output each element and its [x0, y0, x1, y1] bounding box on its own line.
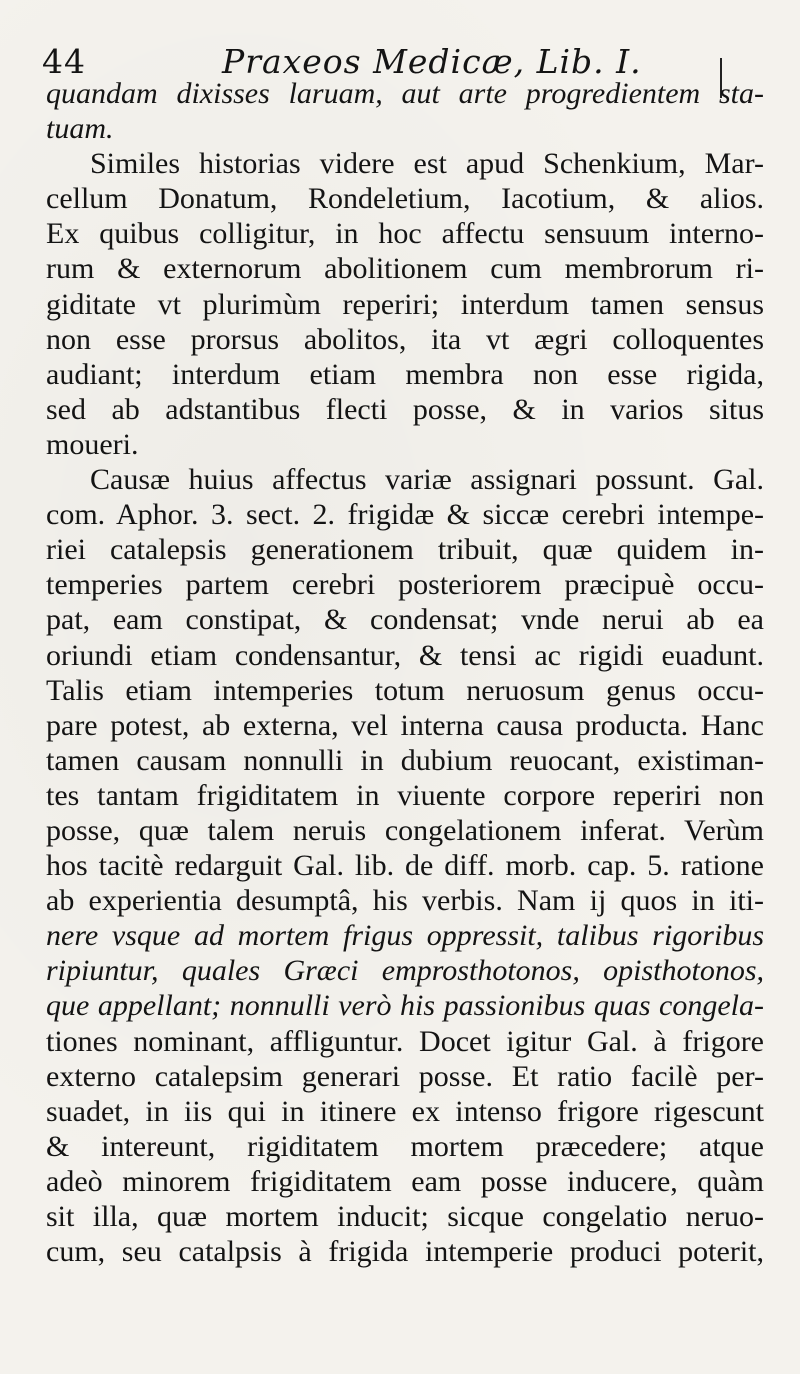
- text-line: pare potest, ab externa, vel interna causa producta. Hanc: [46, 708, 764, 742]
- text-line: tamen causam nonnulli in dubium reuocant, existiman-: [46, 743, 764, 777]
- text-line: nere vsque ad mortem frigus oppressit, talibus rigoribus: [46, 919, 764, 953]
- text-line: Talis etiam intemperies totum neruosum genus occu-: [46, 673, 764, 707]
- text-line: posse, quæ talem neruis congelationem inferat. Verùm: [46, 813, 764, 847]
- text-line: Similes historias videre est apud Schenkium, Mar-: [90, 147, 764, 181]
- text-line: oriundi etiam condensantur, & tensi ac rigidi euadunt.: [46, 638, 764, 672]
- text-line: tiones nominant, affliguntur. Docet igitur Gal. à frigore: [46, 1024, 764, 1058]
- text-line: cum, seu catalpsis à frigida intemperie produci poterit,: [46, 1235, 764, 1269]
- text-line: audiant; interdum etiam membra non esse rigida,: [46, 357, 764, 391]
- text-line: cellum Donatum, Rondeletium, Iacotium, & alios.: [46, 182, 764, 216]
- text-line: Causæ huius affectus variæ assignari possunt. Gal.: [90, 463, 764, 497]
- text-line: & intereunt, rigiditatem mortem præcedere; atque: [46, 1129, 764, 1163]
- text-line: com. Aphor. 3. sect. 2. frigidæ & siccæ cerebri intempe-: [46, 498, 764, 532]
- text-line: ripiuntur, quales Græci emprosthotonos, opisthotonos,: [46, 954, 764, 988]
- text-line: non esse prorsus abolitos, ita vt ægri colloquentes: [46, 322, 764, 356]
- running-title: Praxeos Medicæ, Lib. I.: [222, 42, 642, 81]
- text-line: pat, eam constipat, & condensat; vnde nerui ab ea: [46, 603, 764, 637]
- text-line: que appellant; nonnulli verò his passionibus quas congela-: [46, 989, 764, 1023]
- text-line: rum & externorum abolitionem cum membrorum ri-: [46, 252, 764, 286]
- text-line: sed ab adstantibus flecti posse, & in varios situs: [46, 392, 764, 426]
- text-line: adeò minorem frigiditatem eam posse inducere, quàm: [46, 1164, 764, 1198]
- text-line: quandam dixisses laruam, aut arte progredientem sta-: [46, 77, 764, 110]
- page-number: 44: [42, 42, 86, 81]
- text-line: externo catalepsim generari posse. Et ratio facilè per-: [46, 1059, 764, 1093]
- text-line: ab experientia desumptâ, his verbis. Nam ij quos in iti-: [46, 884, 764, 918]
- text-line: riei catalepsis generationem tribuit, quæ quidem in-: [46, 533, 764, 567]
- text-line: tuam.: [46, 112, 114, 146]
- text-line: hos tacitè redarguit Gal. lib. de diff. morb. cap. 5. ratione: [46, 849, 764, 883]
- text-line: tes tantam frigiditatem in viuente corpore reperiri non: [46, 778, 764, 812]
- text-line: moueri.: [46, 427, 139, 461]
- text-line: Ex quibus colligitur, in hoc affectu sensuum interno-: [46, 217, 764, 251]
- body-text: [46, 76, 764, 1269]
- text-line: giditate vt plurimùm reperiri; interdum tamen sensus: [46, 287, 764, 321]
- text-line: suadet, in iis qui in itinere ex intenso frigore rigescunt: [46, 1094, 764, 1128]
- text-line: sit illa, quæ mortem inducit; sicque congelatio neruo-: [46, 1200, 764, 1233]
- text-line: temperies partem cerebri posteriorem præcipuè occu-: [46, 568, 764, 602]
